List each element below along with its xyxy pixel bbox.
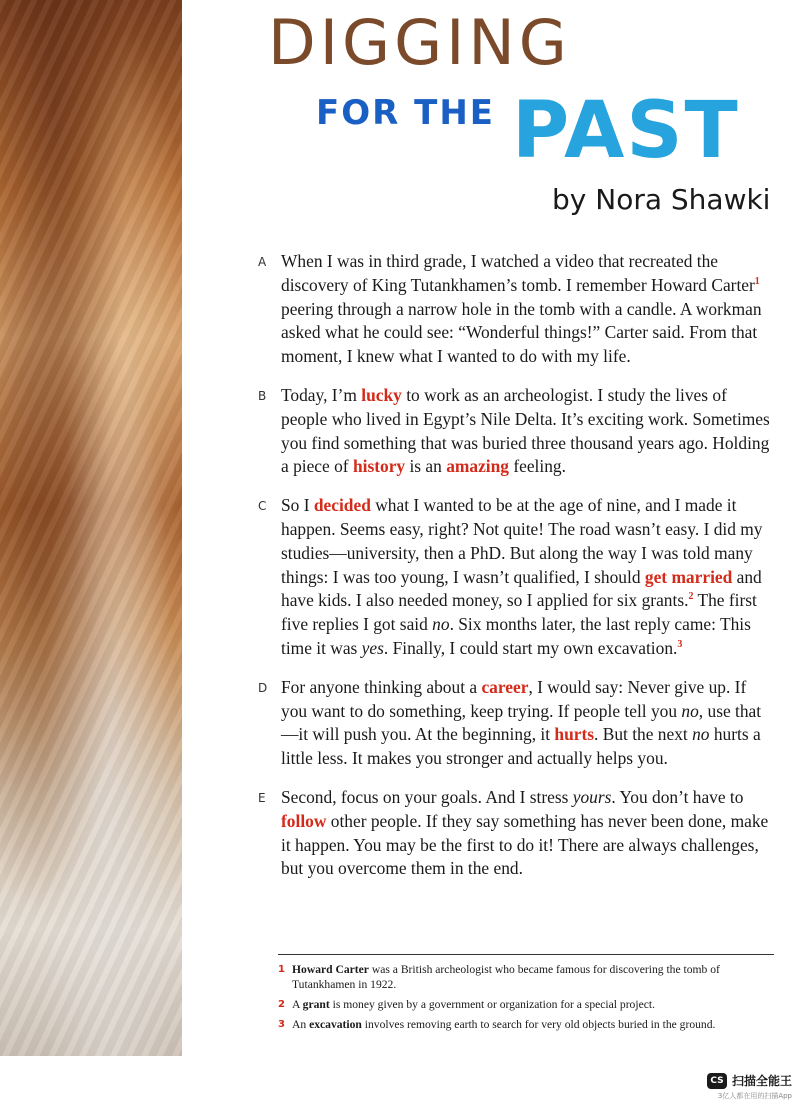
title-digging: DIGGING (268, 6, 571, 79)
footnote-1 (278, 962, 770, 992)
watermark-name: 扫描全能王 (731, 1074, 792, 1088)
paragraph-text (281, 385, 770, 476)
scanner-watermark (707, 1072, 792, 1101)
text-run: to work as an archeologist. I study the lives of people who lived in Egypt’s Nile Delta. It’s exciting work. Sometimes you find something that was buried three thousand years ago. Holding a piece of (281, 384, 770, 477)
text-run: hurts a little less. It makes you stronger and actually helps you. (281, 724, 761, 769)
footnote-marker: 3 (677, 639, 683, 651)
text-run: other people. If they say something has never been done, make it happen. You may be the first to do it! There are always challenges, but you overcome them in the end. (281, 810, 769, 879)
camscanner-logo-icon: CS (707, 1073, 727, 1089)
paragraph-letter: C (258, 499, 267, 514)
text-run: and have kids. I also needed money, so I applied for six grants. (281, 566, 762, 611)
paragraph-b (258, 384, 774, 479)
cave-photo (0, 0, 182, 1056)
paragraph-c (258, 494, 774, 661)
emphasis-text: yours (572, 786, 612, 807)
text-run: what I wanted to be at the age of nine, and I made it happen. Seems easy, right? Not quite! The road wasn’t easy. I did my studies—university, then a PhD. But along the way I was told many things: I was too young, I wasn’t qualified, I should (281, 495, 763, 587)
title-for-the: FOR THE (316, 93, 496, 133)
text-run: is an (405, 456, 447, 477)
watermark-row (707, 1072, 792, 1089)
title-past: PAST (512, 86, 740, 176)
paragraph-letter: A (258, 255, 267, 269)
emphasis-text: no (681, 700, 699, 721)
footnote-marker: 2 (688, 591, 694, 603)
vocab-word: get married (644, 566, 733, 587)
text-run: The first five replies I got said (281, 590, 757, 635)
footnote-number: 2 (278, 999, 285, 1010)
footnote-prefix: A (292, 998, 303, 1011)
footnotes (278, 962, 770, 1037)
watermark-tagline: 3亿人都在用的扫描App (717, 1092, 792, 1100)
vocab-word: lucky (361, 384, 402, 405)
footnote-term: Howard Carter (292, 963, 369, 976)
text-run: When I was in third grade, I watched a video that recreated the discovery of King Tutankhamen’s tomb. I remember Howard Carter (281, 251, 755, 295)
footnote-number: 1 (278, 964, 285, 975)
text-run: . You don’t have to (611, 786, 744, 807)
text-run: So I (281, 495, 314, 516)
emphasis-text: yes (361, 637, 384, 658)
paragraph-d (258, 676, 774, 771)
text-run: feeling. (508, 456, 566, 477)
emphasis-text: no (432, 614, 450, 635)
paragraph-text (281, 251, 762, 366)
paragraph-text (281, 787, 768, 878)
text-run: For anyone thinking about a (281, 676, 482, 697)
text-run: , I would say: Never give up. If you want to do something, keep trying. If people tell you (281, 676, 747, 721)
footnote-number: 3 (278, 1019, 285, 1030)
byline: by Nora Shawki (552, 183, 771, 216)
text-run: Today, I’m (281, 384, 362, 405)
text-run: . Six months later, the last reply came: This time it was (281, 614, 751, 658)
text-run: . Finally, I could start my own excavation. (383, 637, 678, 658)
footnote-text: is money given by a government or organization for a special project. (329, 998, 655, 1011)
footnote-text: was a British archeologist who became famous for discovering the tomb of Tutankhamen in 1922. (292, 963, 720, 991)
footnote-text: involves removing earth to search for very old objects buried in the ground. (361, 1018, 716, 1031)
vocab-word: career (481, 676, 529, 697)
vocab-word: follow (281, 810, 327, 831)
text-run: , use that—it will push you. At the beginning, it (281, 700, 762, 745)
paragraph-text (281, 677, 761, 768)
emphasis-text: no (692, 724, 710, 745)
footnote-marker: 1 (754, 276, 760, 287)
footnote-divider (278, 954, 774, 955)
paragraph-text (281, 495, 763, 658)
footnote-prefix: An (292, 1018, 310, 1031)
footnote-term: excavation (309, 1018, 362, 1031)
article-body (258, 250, 774, 896)
text-run: peering through a narrow hole in the tomb with a candle. A workman asked what he could see: “Wonderful things!” Carter said. From that moment, I knew what I wanted to do with my life. (281, 298, 762, 367)
text-run: . But the next (594, 724, 693, 745)
footnote-2 (278, 997, 770, 1012)
footnote-term: grant (302, 998, 330, 1011)
vocab-word: amazing (446, 456, 509, 477)
vocab-word: decided (313, 495, 371, 516)
paragraph-letter: B (258, 388, 267, 403)
footnote-3 (278, 1017, 770, 1032)
vocab-word: hurts (554, 724, 595, 745)
paragraph-e (258, 786, 774, 881)
paragraph-letter: D (258, 680, 268, 695)
paragraph-a (258, 250, 774, 369)
text-run: Second, focus on your goals. And I stress (281, 786, 573, 807)
paragraph-letter: E (258, 790, 266, 805)
vocab-word: history (352, 456, 406, 477)
